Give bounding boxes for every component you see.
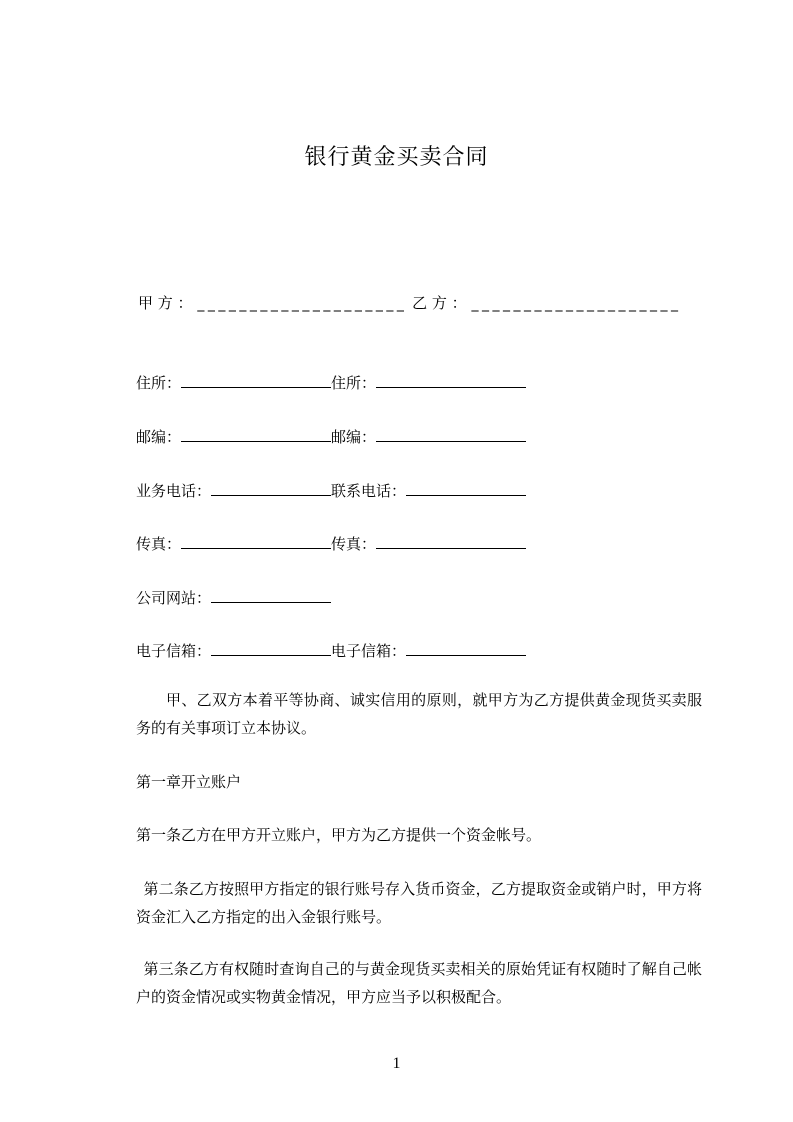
postcode-a-blank [181, 427, 331, 442]
article-1: 第一条乙方在甲方开立账户，甲方为乙方提供一个资金帐号。 [136, 826, 542, 844]
fax-row [136, 533, 526, 554]
party-b-blank: ____________________ [471, 296, 682, 312]
email-b-blank [406, 641, 526, 656]
intro-paragraph: 甲、乙双方本着平等协商、诚实信用的原则，就甲方为乙方提供黄金现货买卖服务的有关事项订立本协议。 [136, 691, 702, 737]
email-a-label: 电子信箱： [136, 642, 212, 660]
postcode-a-label: 邮编： [136, 428, 182, 446]
postcode-row [136, 426, 526, 447]
address-a-label: 住所： [136, 374, 182, 392]
address-b-blank [376, 373, 526, 388]
phone-row [136, 480, 526, 501]
postcode-b-blank [376, 427, 526, 442]
fax-b-blank [376, 534, 526, 549]
article-2: 第二条乙方按照甲方指定的银行账号存入货币资金，乙方提取资金或销户时，甲方将资金汇入乙方指定的出入金银行账号。 [136, 880, 702, 926]
website-blank [211, 588, 331, 603]
fax-b-label: 传真： [331, 535, 377, 553]
postcode-b-label: 邮编： [331, 428, 377, 446]
party-b-label: 乙 方 ： [412, 294, 467, 312]
website-row [136, 587, 331, 608]
address-b-label: 住所： [331, 374, 377, 392]
email-b-label: 电子信箱： [331, 642, 407, 660]
biz-phone-blank [211, 481, 331, 496]
contact-phone-label: 联系电话： [331, 482, 407, 500]
party-a-blank: ____________________ [197, 296, 408, 312]
email-a-blank [211, 641, 331, 656]
biz-phone-label: 业务电话： [136, 482, 212, 500]
document-title: 银行黄金买卖合同 [304, 145, 489, 170]
fax-a-label: 传真： [136, 535, 182, 553]
chapter-heading: 第一章开立账户 [136, 773, 242, 791]
email-row [136, 640, 526, 661]
contact-phone-blank [406, 481, 526, 496]
page-number: 1 [392, 1055, 401, 1072]
article-3: 第三条乙方有权随时查询自己的与黄金现货买卖相关的原始凭证有权随时了解自己帐户的资金情况或实物黄金情况，甲方应当予以积极配合。 [136, 960, 702, 1006]
party-a-label: 甲 方 ： [138, 294, 193, 312]
address-row [136, 372, 526, 393]
fax-a-blank [181, 534, 331, 549]
address-a-blank [181, 373, 331, 388]
website-label: 公司网站： [136, 589, 212, 607]
parties-line [138, 292, 681, 313]
